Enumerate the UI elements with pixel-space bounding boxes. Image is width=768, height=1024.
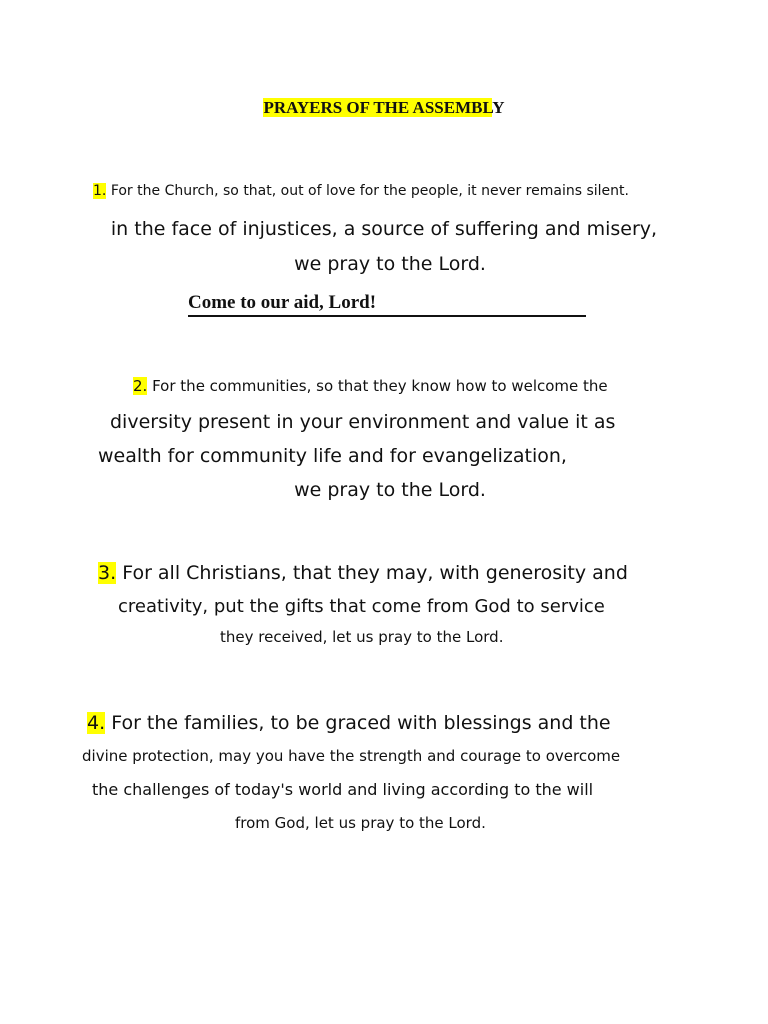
- prayer-3-number: 3.: [98, 562, 117, 584]
- response-text: Come to our aid, Lord!: [188, 292, 586, 317]
- prayer-3-text-1: For all Christians, that they may, with generosity and: [122, 562, 628, 584]
- prayer-1-number: 1.: [93, 183, 107, 199]
- prayer-2-number: 2.: [133, 377, 148, 395]
- prayer-4-text-1: For the families, to be graced with blessings and the: [111, 712, 611, 734]
- prayer-1-line-2: in the face of injustices, a source of suffering and misery,: [110, 218, 658, 240]
- title-highlighted-text: PRAYERS OF THE ASSEMBL: [263, 98, 493, 117]
- prayer-4-line-4: from God, let us pray to the Lord.: [235, 814, 486, 832]
- prayer-4-line-1: [87, 712, 611, 734]
- prayer-4-number: 4.: [87, 712, 106, 734]
- prayer-1-line-3: we pray to the Lord.: [294, 253, 486, 275]
- prayer-1-line-1: [93, 183, 629, 199]
- prayer-1-text-1: For the Church, so that, out of love for the people, it never remains silent.: [110, 183, 629, 199]
- prayer-2-line-1: [133, 377, 608, 395]
- prayer-3-line-3: they received, let us pray to the Lord.: [220, 628, 504, 646]
- prayer-2-line-4: we pray to the Lord.: [294, 479, 486, 501]
- title-tail-text: Y: [492, 98, 505, 117]
- prayer-2-text-1: For the communities, so that they know how to welcome the: [152, 377, 608, 395]
- prayer-3-line-1: [98, 562, 628, 584]
- prayer-2-line-2: diversity present in your environment and value it as: [110, 411, 616, 433]
- prayer-4-line-3: the challenges of today's world and living according to the will: [92, 780, 594, 799]
- page-title: [0, 98, 768, 118]
- prayer-3-line-2: creativity, put the gifts that come from God to service: [118, 596, 605, 617]
- prayer-4-line-2: divine protection, may you have the strength and courage to overcome: [82, 747, 621, 765]
- prayer-2-line-3: wealth for community life and for evangelization,: [98, 445, 567, 467]
